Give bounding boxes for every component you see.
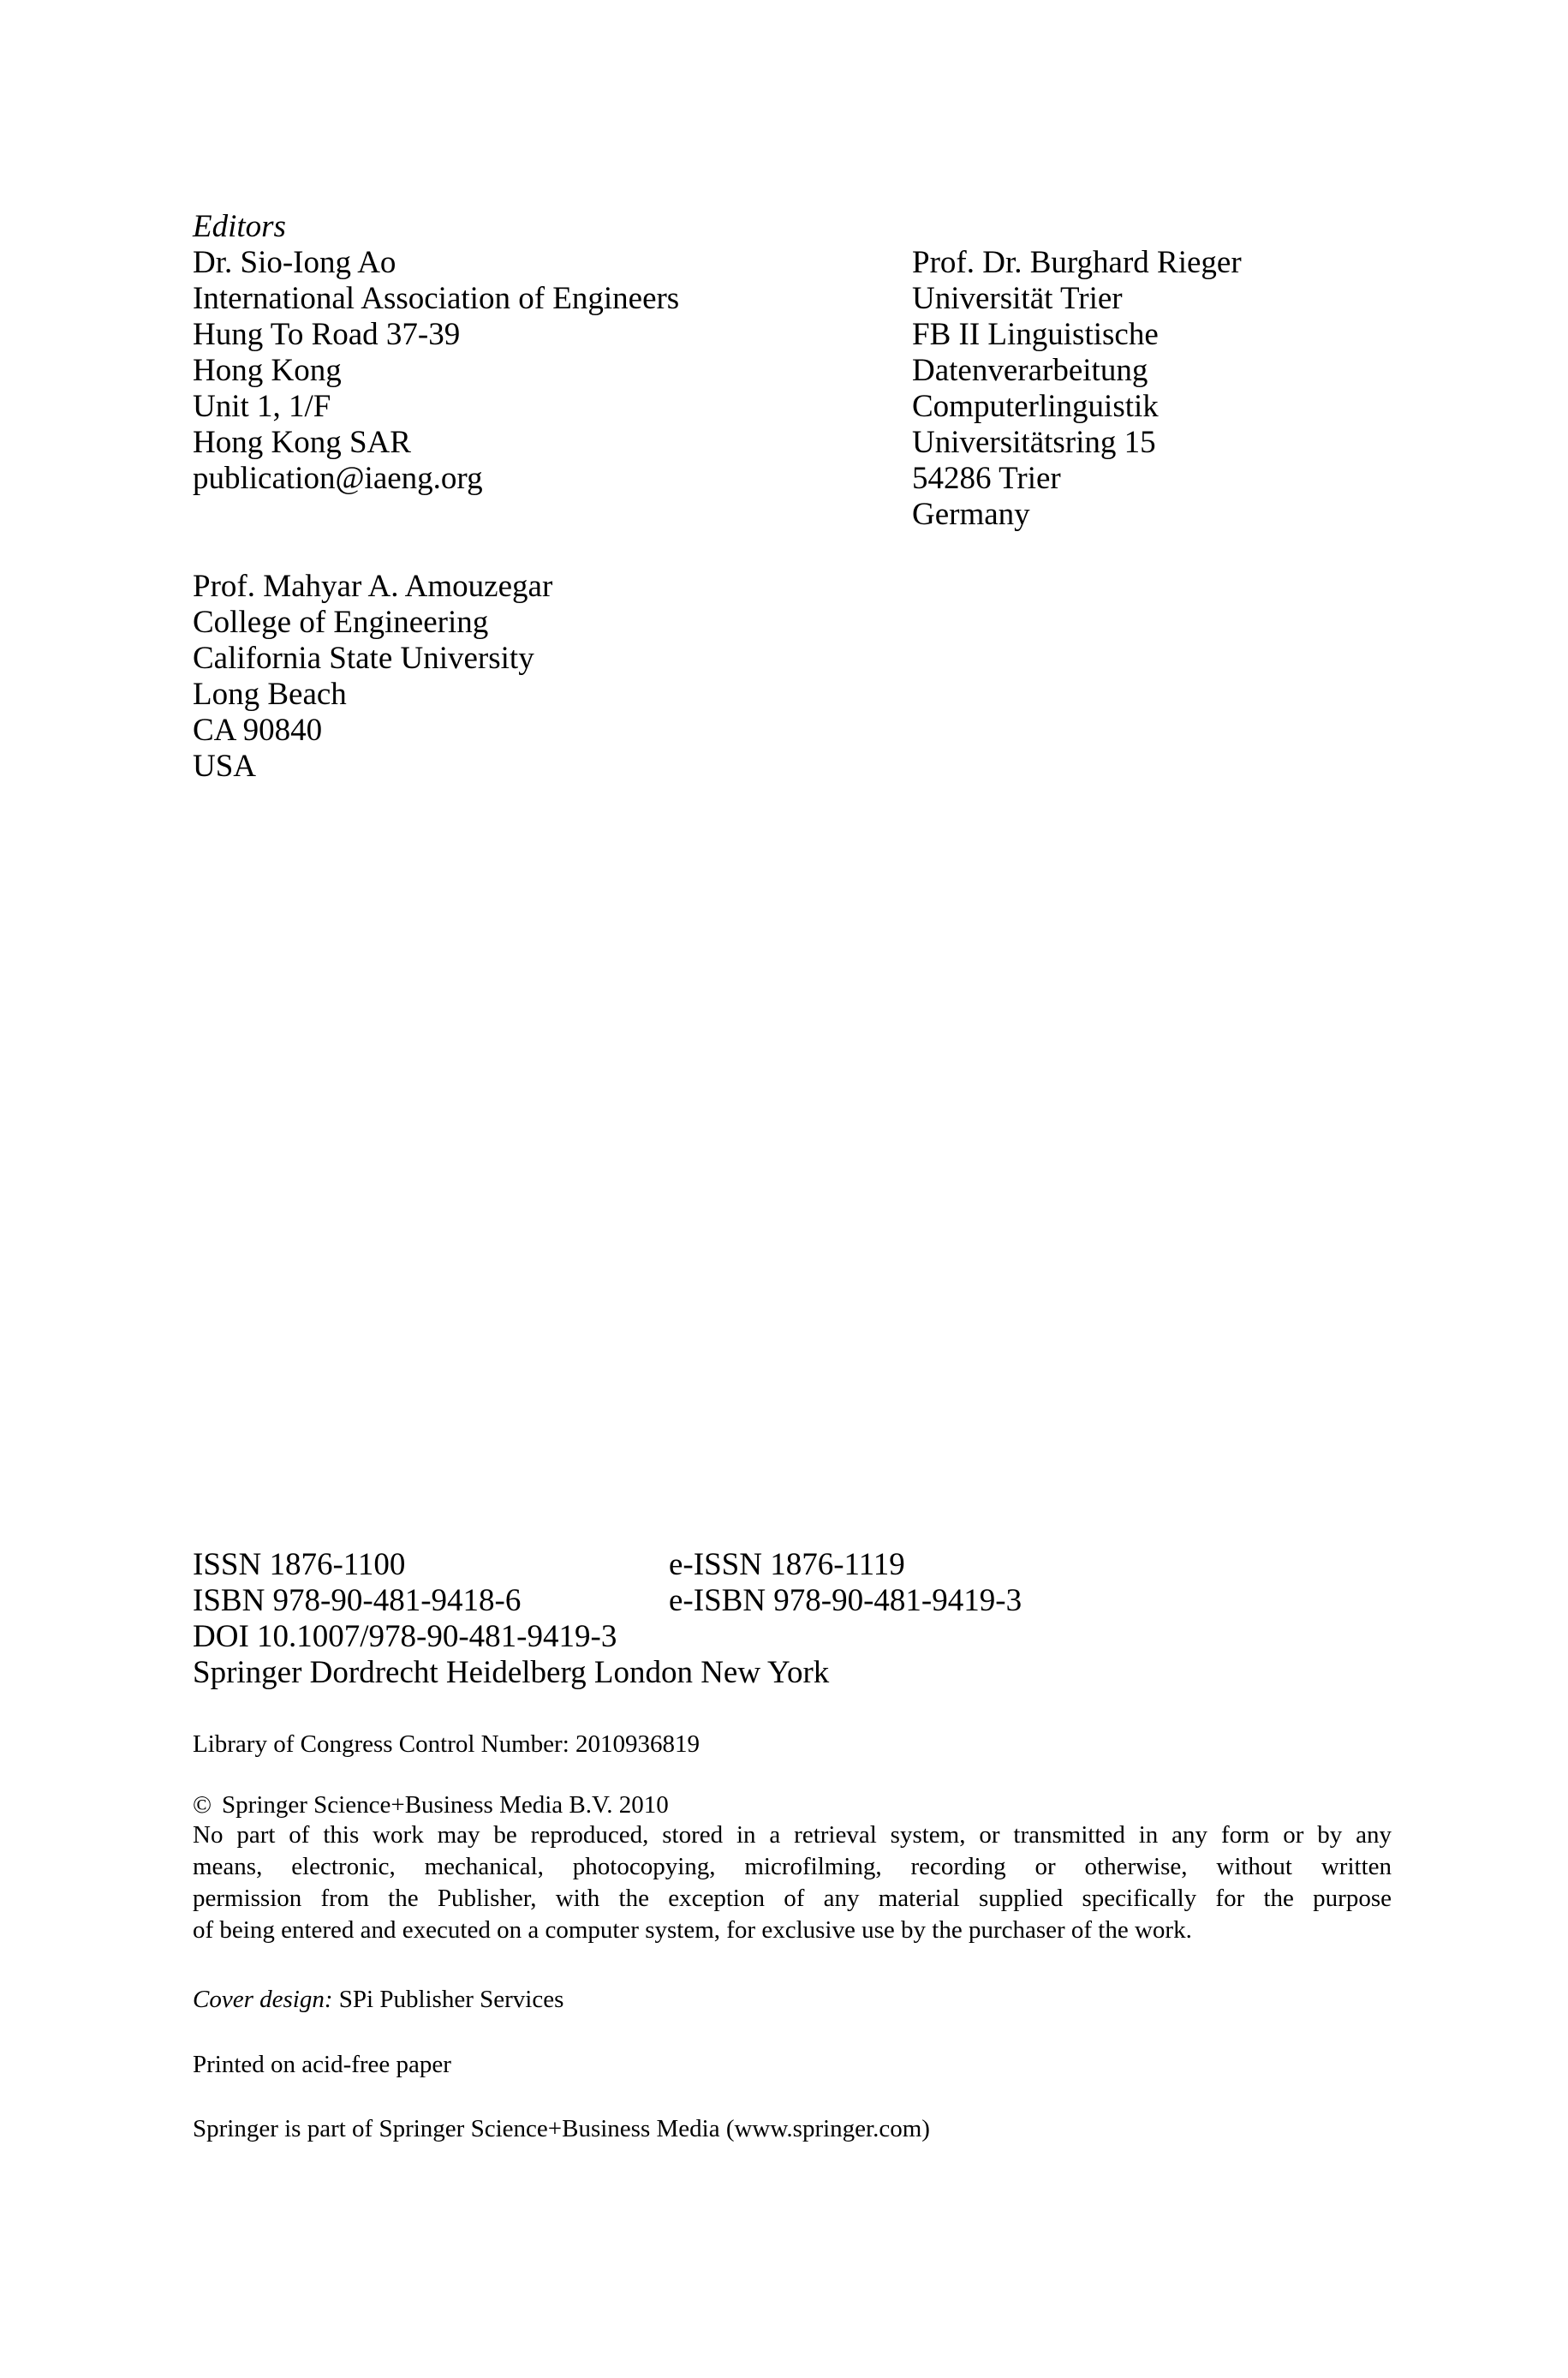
printed-note: Printed on acid-free paper bbox=[193, 2051, 451, 2078]
editor-amouzegar-college: College of Engineering bbox=[193, 605, 489, 640]
copyright-text: Springer Science+Business Media B.V. 2010 bbox=[222, 1791, 669, 1819]
editor-rieger-street: Universitätsring 15 bbox=[912, 425, 1156, 460]
isbn: ISBN 978-90-481-9418-6 bbox=[193, 1583, 522, 1618]
editor-rieger-department-2: Datenverarbeitung bbox=[912, 353, 1148, 388]
cover-design bbox=[193, 1984, 563, 2016]
editor-ao-city: Hong Kong bbox=[193, 353, 342, 388]
editor-rieger-department: FB II Linguistische bbox=[912, 317, 1159, 352]
editor-ao-address bbox=[193, 245, 679, 497]
doi: DOI 10.1007/978-90-481-9419-3 bbox=[193, 1619, 617, 1654]
rights-statement bbox=[193, 1819, 1392, 1946]
springer-part-note: Springer is part of Springer Science+Business Media (www.springer.com) bbox=[193, 2115, 930, 2142]
editor-amouzegar-country: USA bbox=[193, 749, 257, 784]
editor-amouzegar-address bbox=[193, 569, 552, 785]
editor-ao-unit: Unit 1, 1/F bbox=[193, 389, 331, 424]
editor-amouzegar-university: California State University bbox=[193, 641, 534, 676]
issn-row bbox=[193, 1547, 1049, 1583]
e-issn: e-ISSN 1876-1119 bbox=[669, 1547, 905, 1582]
rights-line: permission from the Publisher, with the exception of any material supplied specifically for the purpose bbox=[193, 1885, 1392, 1912]
editor-rieger-city: 54286 Trier bbox=[912, 461, 1061, 496]
editor-rieger-name: Prof. Dr. Burghard Rieger bbox=[912, 245, 1242, 280]
copyright-icon: © bbox=[193, 1791, 212, 1819]
e-isbn: e-ISBN 978-90-481-9419-3 bbox=[669, 1583, 1022, 1618]
editors-heading: Editors bbox=[193, 209, 286, 244]
editor-rieger-address bbox=[912, 245, 1242, 533]
editor-ao-email: publication@iaeng.org bbox=[193, 461, 483, 496]
rights-line: of being entered and executed on a computer system, for exclusive use by the purchaser of the work. bbox=[193, 1916, 1192, 1944]
editor-amouzegar-city: Long Beach bbox=[193, 677, 347, 712]
editor-ao-organization: International Association of Engineers bbox=[193, 281, 680, 316]
editor-amouzegar-zip: CA 90840 bbox=[193, 713, 323, 748]
rights-line: No part of this work may be reproduced, stored in a retrieval system, or transmitted in any form or by any bbox=[193, 1821, 1392, 1849]
publisher-cities: Springer Dordrecht Heidelberg London New York bbox=[193, 1655, 830, 1690]
editor-rieger-unit: Computerlinguistik bbox=[912, 389, 1159, 424]
editor-ao-region: Hong Kong SAR bbox=[193, 425, 411, 460]
editor-amouzegar-name: Prof. Mahyar A. Amouzegar bbox=[193, 569, 553, 604]
copyright-line bbox=[193, 1789, 1392, 1821]
lccn: Library of Congress Control Number: 2010936819 bbox=[193, 1730, 701, 1758]
cover-design-label: Cover design: bbox=[193, 1986, 333, 2013]
isbn-row bbox=[193, 1583, 1049, 1619]
editor-rieger-country: Germany bbox=[912, 497, 1030, 532]
editor-ao-name: Dr. Sio-Iong Ao bbox=[193, 245, 396, 280]
editor-rieger-university: Universität Trier bbox=[912, 281, 1123, 316]
issn: ISSN 1876-1100 bbox=[193, 1547, 406, 1582]
rights-line: means, electronic, mechanical, photocopying, microfilming, recording or otherwise, without written bbox=[193, 1853, 1392, 1880]
editor-ao-street: Hung To Road 37-39 bbox=[193, 317, 461, 352]
publication-identifiers bbox=[193, 1547, 1049, 1691]
cover-design-value: SPi Publisher Services bbox=[338, 1986, 564, 2013]
